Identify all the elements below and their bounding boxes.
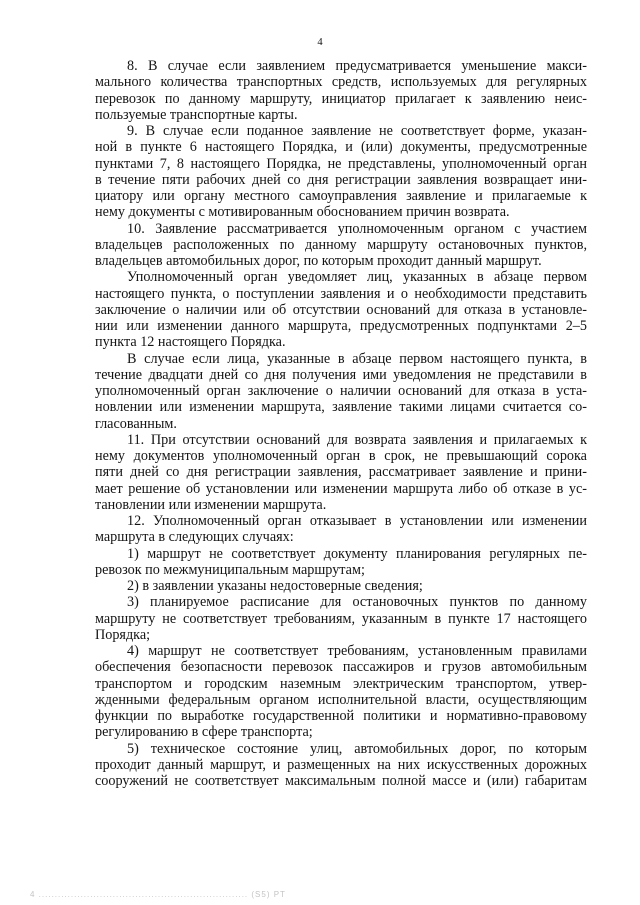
text-line: владельцев автомобильных дорог, по которым проходит данный маршрут. [95, 253, 542, 269]
text-line: 5) техническое состояние улиц, автомобильных дорог, по которым [127, 740, 587, 757]
text-line: настоящего пункта, о поступлении заявления и о необходимости представить [95, 285, 587, 302]
page-number: 4 [317, 37, 323, 48]
text-line: 2) в заявлении указаны недостоверные сведения; [127, 578, 423, 594]
text-line: гласованным. [95, 415, 177, 432]
paragraph-p12 [95, 513, 587, 546]
text-line: проходит данный маршрут, и размещенных на них искусственных дорожных [95, 756, 587, 773]
text-line: нии или изменении данного маршрута, предусмотренных подпунктами 2–5 [95, 318, 587, 334]
text-line: пяти дней со дня регистрации заявления, рассматривает заявление и прини- [95, 464, 587, 481]
paragraph-p12_3 [95, 594, 587, 643]
paragraph-p11 [95, 432, 587, 513]
text-line: В случае если лица, указанные в абзаце первом настоящего пункта, в [127, 350, 587, 367]
text-line: ной в пункте 6 настоящего Порядка, и (или) документы, предусмотренные [95, 139, 587, 156]
text-line: маршрута в следующих случаях: [95, 529, 294, 546]
text-line: пользуемые транспортные карты. [95, 106, 298, 123]
text-line: пунктами 7, 8 настоящего Порядка, не представлены, уполномоченный орган [95, 155, 587, 172]
text-line: тановлении или изменении маршрута. [95, 496, 327, 513]
paragraph-p12_5 [95, 741, 587, 790]
document-body [95, 58, 587, 789]
text-line: новлении или изменении маршрута, заявление такими лицами считается со- [95, 399, 587, 416]
paragraph-p12_1 [95, 546, 587, 579]
text-line: течение двадцати дней со дня получения ими уведомления не представили в [95, 366, 587, 383]
text-line: уполномоченный орган заключение о наличии оснований для отказа в уста- [95, 383, 587, 399]
text-line: мает решение об установлении или изменении маршрута либо об отказе в ус- [95, 480, 587, 497]
text-line: 8. В случае если заявлением предусматривается уменьшение макси- [127, 58, 587, 74]
text-line: мального количества транспортных средств, используемых для регулярных [95, 74, 587, 91]
text-line: заключение о наличии или об отсутствии оснований для отказа в установле- [95, 301, 587, 318]
text-line: 11. При отсутствии оснований для возврата заявления и прилагаемых к [127, 431, 587, 448]
text-line: 9. В случае если поданное заявление не соответствует форме, указан- [127, 123, 587, 139]
paragraph-p10 [95, 221, 587, 270]
text-line: владельцев расположенных по данному маршруту остановочных пунктов, [95, 236, 587, 253]
text-line: маршруту не соответствует требованиям, указанным в пункте 17 настоящего [95, 610, 587, 627]
text-line: нему документов уполномоченный орган в срок, не превышающий сорока [95, 448, 587, 464]
text-line: регулированию в сфере транспорта; [95, 724, 313, 741]
paragraph-p12_2 [95, 578, 587, 594]
text-line: в течение пяти рабочих дней со дня регистрации заявления возвращает ини- [95, 171, 587, 188]
text-line: циатору или органу местного самоуправления заявление и прилагаемые к [95, 188, 587, 204]
text-line: функции по выработке государственной политики и нормативно-правовому [95, 708, 587, 724]
text-line: 4) маршрут не соответствует требованиям, установленным правилами [127, 643, 587, 659]
paragraph-p10b [95, 269, 587, 350]
text-line: нему документы с мотивированным обоснованием причин возврата. [95, 204, 510, 221]
paragraph-p9 [95, 123, 587, 221]
footer-print-trace: 4 ................................................................. (S5) PT [30, 891, 286, 899]
text-line: Порядка; [95, 626, 151, 643]
text-line: сооружений не соответствует максимальным полной массе и (или) габаритам [95, 773, 587, 789]
text-line: Уполномоченный орган уведомляет лиц, указанных в абзаце первом [127, 269, 587, 286]
paragraph-p10c [95, 351, 587, 432]
paragraph-p12_4 [95, 643, 587, 741]
text-line: 12. Уполномоченный орган отказывает в установлении или изменении [127, 513, 587, 529]
text-line: транспортом и городским наземным электрическим транспортом, утвер- [95, 675, 587, 692]
text-line: ревозок по межмуниципальным маршрутам; [95, 561, 365, 578]
text-line: пункта 12 настоящего Порядка. [95, 334, 286, 351]
text-line: обеспечения безопасности перевозок пассажиров и грузов автомобильным [95, 659, 587, 676]
text-line: 10. Заявление рассматривается уполномоченным органом с участием [127, 220, 587, 237]
text-line: 1) маршрут не соответствует документу планирования регулярных пе- [127, 545, 587, 562]
text-line: жденными федеральным органом исполнительной власти, осуществляющим [95, 691, 587, 708]
text-line: 3) планируемое расписание для остановочных пунктов по данному [127, 594, 587, 611]
paragraph-p8 [95, 58, 587, 123]
text-line: перевозок по данному маршруту, инициатор прилагает к заявлению неис- [95, 90, 587, 107]
